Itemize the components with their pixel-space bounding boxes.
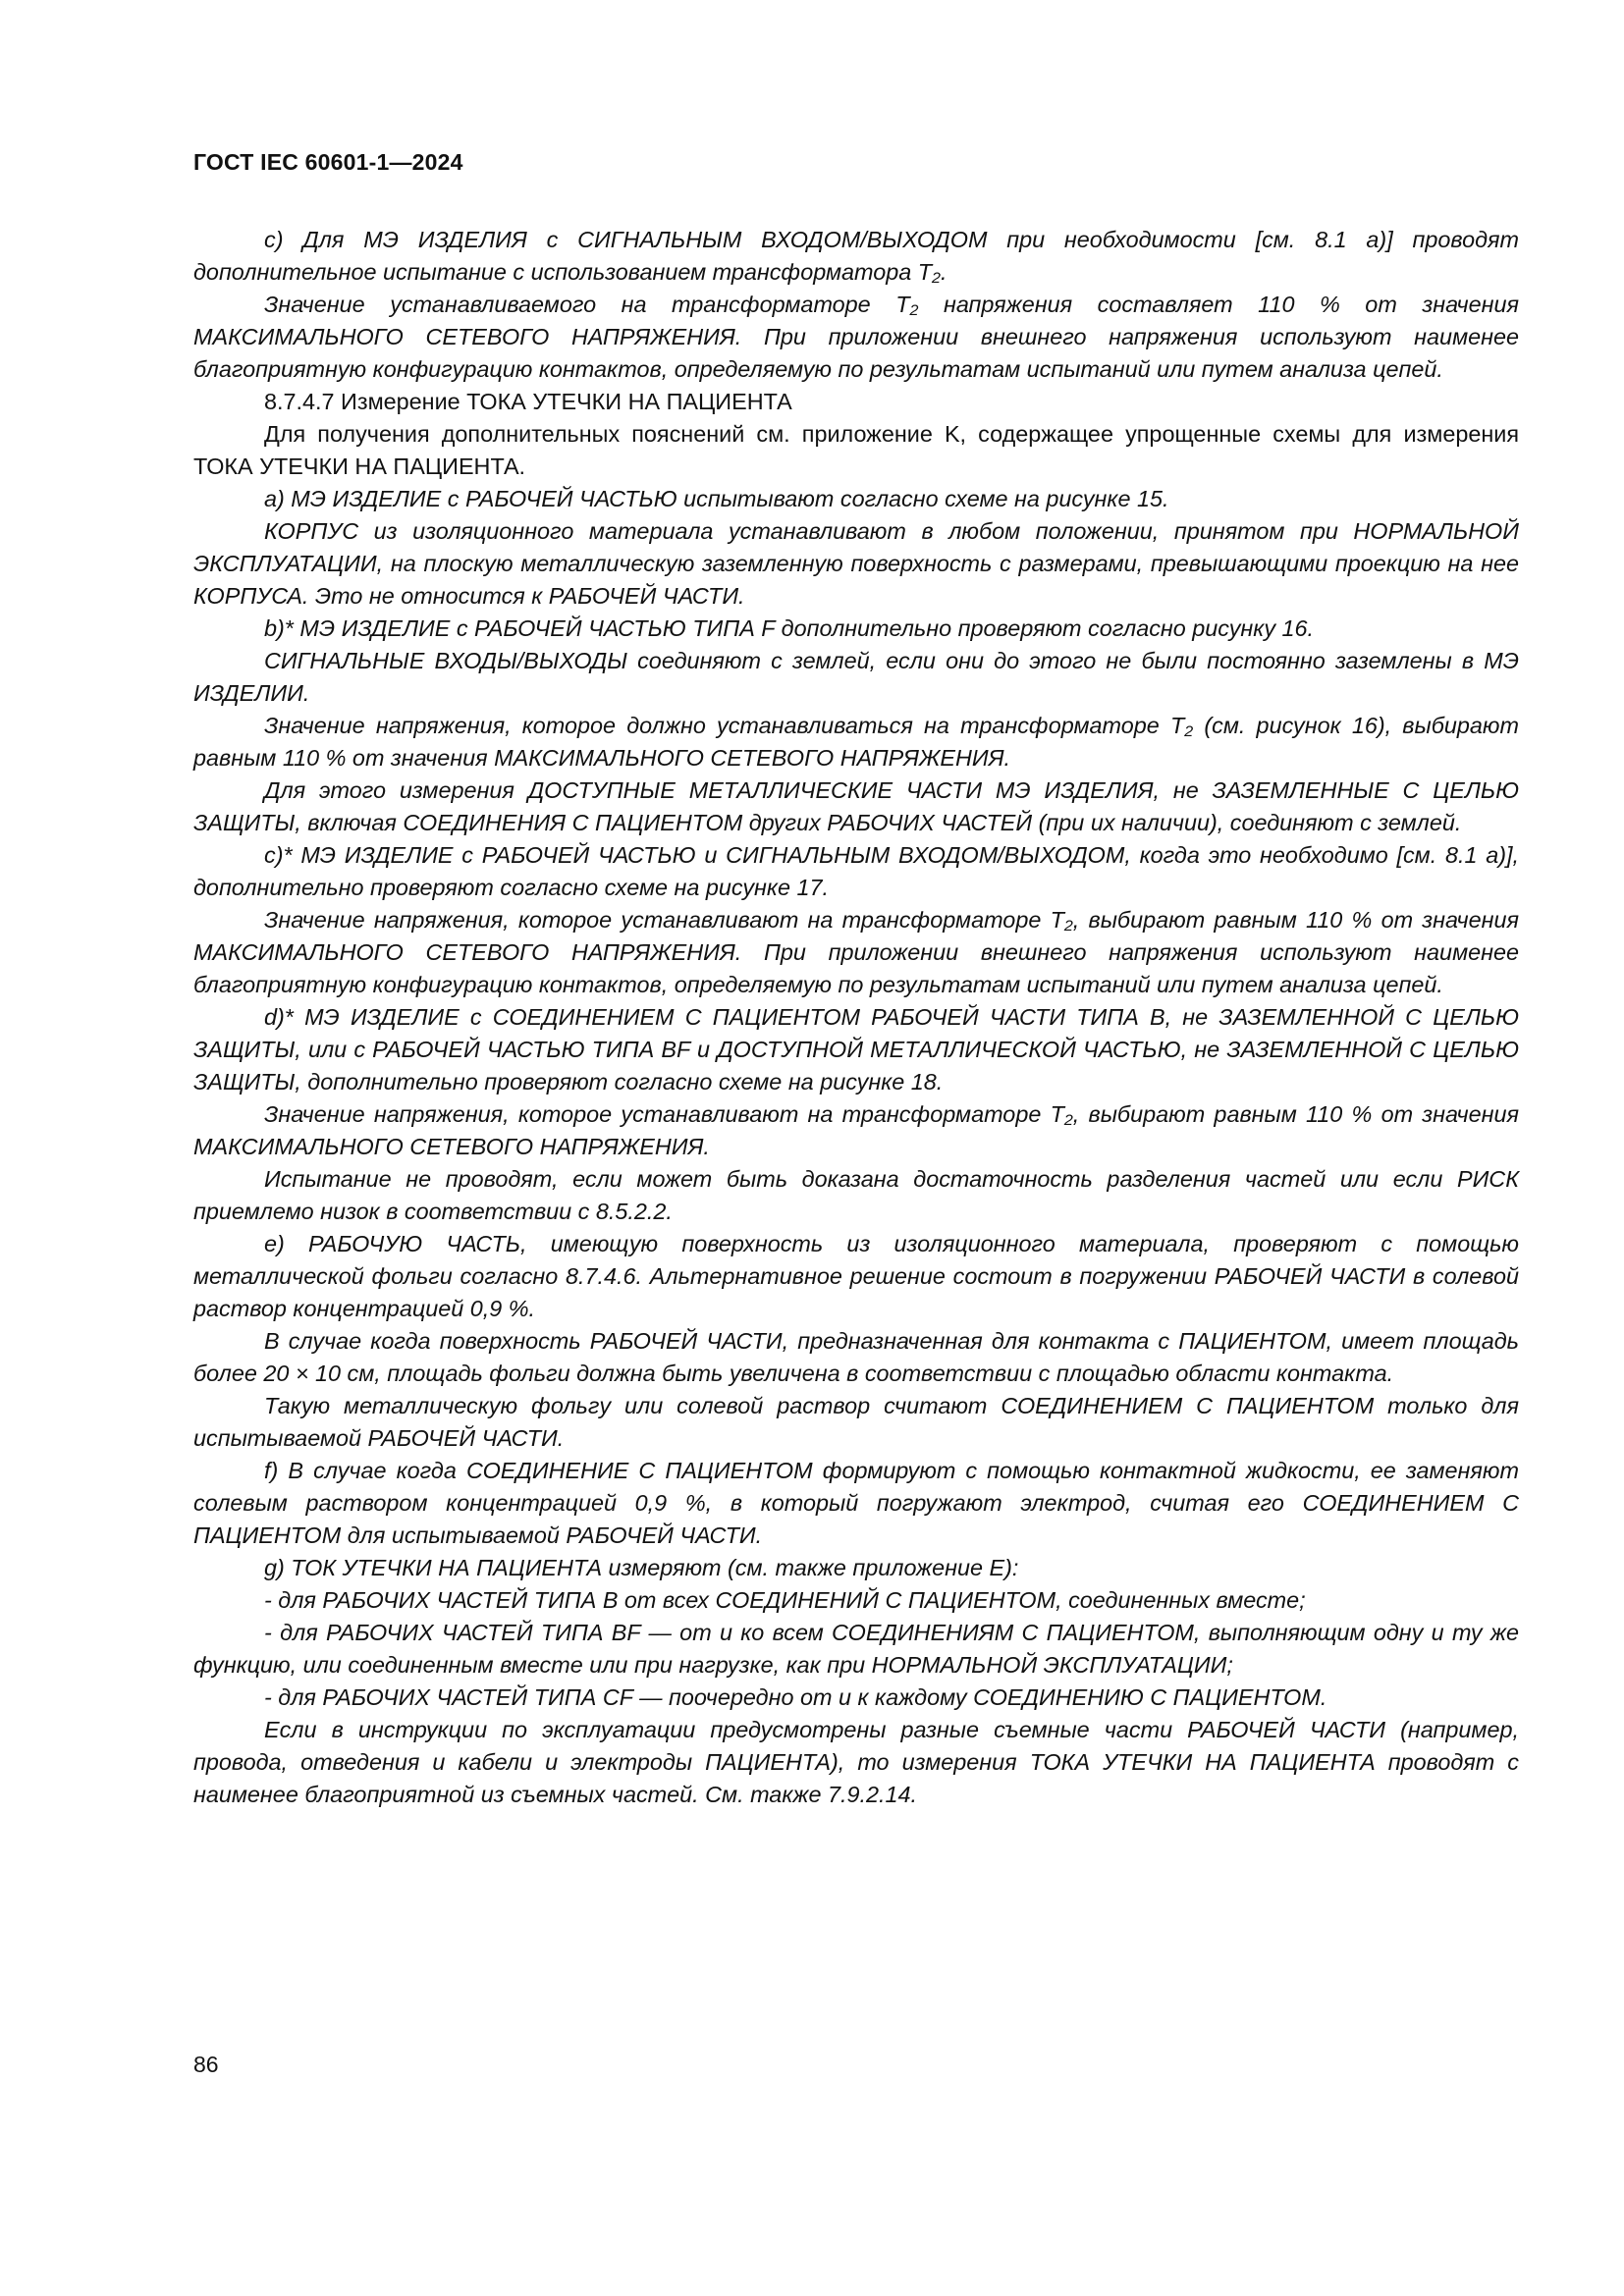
- paragraph-detachable-parts: Если в инструкции по эксплуатации предусмотрены разные съемные части РАБОЧЕЙ ЧАСТИ (например, провода, отведения и кабели и электроды ПАЦИЕНТА), то измерения ТОКА УТЕЧКИ НА ПАЦИЕНТА проводят с наименее благоприятной из съемных частей. См. также 7.9.2.14.: [193, 1717, 1519, 1807]
- paragraph-b: b)* МЭ ИЗДЕЛИЕ с РАБОЧЕЙ ЧАСТЬЮ ТИПА F дополнительно проверяют согласно рисунку 16.: [264, 615, 1315, 641]
- paragraph-c-star: c)* МЭ ИЗДЕЛИЕ с РАБОЧЕЙ ЧАСТЬЮ и СИГНАЛЬНЫМ ВХОДОМ/ВЫХОДОМ, когда это необходимо [см. 8.1 a)], дополнительно проверяют согласно схеме на рисунке 17.: [193, 842, 1519, 900]
- paragraph-enclosure: КОРПУС из изоляционного материала устанавливают в любом положении, принятом при НОРМАЛЬНОЙ ЭКСПЛУАТАЦИИ, на плоскую металлическую заземленную поверхность с размерами, превышающими проекцию на нее КОРПУСА. Это не относится к РАБОЧЕЙ ЧАСТИ.: [193, 518, 1519, 609]
- paragraph-d-star: d)* МЭ ИЗДЕЛИЕ с СОЕДИНЕНИЕМ С ПАЦИЕНТОМ РАБОЧЕЙ ЧАСТИ ТИПА B, не ЗАЗЕМЛЕННОЙ С ЦЕЛЬЮ ЗАЩИТЫ, или с РАБОЧЕЙ ЧАСТЬЮ ТИПА BF и ДОСТУПНОЙ МЕТАЛЛИЧЕСКОЙ ЧАСТЬЮ, не ЗАЗЕМЛЕННОЙ С ЦЕЛЬЮ ЗАЩИТЫ, дополнительно проверяют согласно схеме на рисунке 18.: [193, 1004, 1519, 1095]
- list-item-type-b: - для РАБОЧИХ ЧАСТЕЙ ТИПА B от всех СОЕДИНЕНИЙ С ПАЦИЕНТОМ, соединенных вместе;: [264, 1587, 1306, 1613]
- paragraph-foil-area: В случае когда поверхность РАБОЧЕЙ ЧАСТИ, предназначенная для контакта с ПАЦИЕНТОМ, имеет площадь более 20 × 10 см, площадь фольги должна быть увеличена в соответствии с площадью области контакта.: [193, 1328, 1519, 1386]
- section-heading-8-7-4-7: 8.7.4.7 Измерение ТОКА УТЕЧКИ НА ПАЦИЕНТА: [264, 389, 792, 414]
- paragraph-g: g) ТОК УТЕЧКИ НА ПАЦИЕНТА измеряют (см. также приложение E):: [264, 1555, 1019, 1580]
- paragraph-c-signal-io: c) Для МЭ ИЗДЕЛИЯ с СИГНАЛЬНЫМ ВХОДОМ/ВЫХОДОМ при необходимости [см. 8.1 a)] проводят дополнительное испытание с использованием трансформатора T₂.: [193, 227, 1519, 285]
- paragraph-voltage-fig17: Значение напряжения, которое устанавливают на трансформаторе T₂, выбирают равным 110 % от значения МАКСИМАЛЬНОГО СЕТЕВОГО НАПРЯЖЕНИЯ. При приложении внешнего напряжения используют наименее благоприятную конфигурацию контактов, определяемую по результатам испытаний или путем анализа цепей.: [193, 907, 1519, 997]
- paragraph-voltage-t2: Значение устанавливаемого на трансформаторе T₂ напряжения составляет 110 % от значения МАКСИМАЛЬНОГО СЕТЕВОГО НАПРЯЖЕНИЯ. При приложении внешнего напряжения используют наименее благоприятную конфигурацию контактов, определяемую по результатам испытаний или путем анализа цепей.: [193, 292, 1519, 382]
- paragraph-annex-k: Для получения дополнительных пояснений см. приложение K, содержащее упрощенные схемы для измерения ТОКА УТЕЧКИ НА ПАЦИЕНТА.: [193, 421, 1519, 479]
- list-item-type-bf: - для РАБОЧИХ ЧАСТЕЙ ТИПА BF — от и ко всем СОЕДИНЕНИЯМ С ПАЦИЕНТОМ, выполняющим одну и ту же функцию, или соединенным вместе или при нагрузке, как при НОРМАЛЬНОЙ ЭКСПЛУАТАЦИИ;: [193, 1620, 1519, 1678]
- paragraph-e: e) РАБОЧУЮ ЧАСТЬ, имеющую поверхность из изоляционного материала, проверяют с помощью металлической фольги согласно 8.7.4.6. Альтернативное решение состоит в погружении РАБОЧЕЙ ЧАСТИ в солевой раствор концентрацией 0,9 %.: [193, 1231, 1519, 1321]
- paragraph-accessible-metal: Для этого измерения ДОСТУПНЫЕ МЕТАЛЛИЧЕСКИЕ ЧАСТИ МЭ ИЗДЕЛИЯ, не ЗАЗЕМЛЕННЫЕ С ЦЕЛЬЮ ЗАЩИТЫ, включая СОЕДИНЕНИЯ С ПАЦИЕНТОМ других РАБОЧИХ ЧАСТЕЙ (при их наличии), соединяют с землей.: [193, 777, 1519, 835]
- paragraph-voltage-fig16: Значение напряжения, которое должно устанавливаться на трансформаторе T₂ (см. рисунок 16), выбирают равным 110 % от значения МАКСИМАЛЬНОГО СЕТЕВОГО НАПРЯЖЕНИЯ.: [193, 713, 1519, 771]
- paragraph-test-not-done: Испытание не проводят, если может быть доказана достаточность разделения частей или если РИСК приемлемо низок в соответствии с 8.5.2.2.: [193, 1166, 1519, 1224]
- paragraph-signal-earth: СИГНАЛЬНЫЕ ВХОДЫ/ВЫХОДЫ соединяют с землей, если они до этого не были постоянно заземлены в МЭ ИЗДЕЛИИ.: [193, 648, 1519, 706]
- page-number: 86: [193, 2052, 219, 2077]
- paragraph-f: f) В случае когда СОЕДИНЕНИЕ С ПАЦИЕНТОМ формируют с помощью контактной жидкости, ее заменяют солевым раствором концентрацией 0,9 %, в который погружают электрод, считая его СОЕДИНЕНИЕМ С ПАЦИЕНТОМ для испытываемой РАБОЧЕЙ ЧАСТИ.: [193, 1458, 1519, 1548]
- paragraph-voltage-fig18: Значение напряжения, которое устанавливают на трансформаторе T₂, выбирают равным 110 % от значения МАКСИМАЛЬНОГО СЕТЕВОГО НАПРЯЖЕНИЯ.: [193, 1101, 1519, 1159]
- document-body: [193, 224, 1519, 1811]
- list-item-type-cf: - для РАБОЧИХ ЧАСТЕЙ ТИПА CF — поочередно от и к каждому СОЕДИНЕНИЮ С ПАЦИЕНТОМ.: [264, 1684, 1327, 1710]
- paragraph-foil-connection: Такую металлическую фольгу или солевой раствор считают СОЕДИНЕНИЕМ С ПАЦИЕНТОМ только для испытываемой РАБОЧЕЙ ЧАСТИ.: [193, 1393, 1519, 1451]
- paragraph-a: a) МЭ ИЗДЕЛИЕ с РАБОЧЕЙ ЧАСТЬЮ испытывают согласно схеме на рисунке 15.: [264, 486, 1169, 511]
- document-header: ГОСТ IEC 60601-1—2024: [193, 149, 463, 175]
